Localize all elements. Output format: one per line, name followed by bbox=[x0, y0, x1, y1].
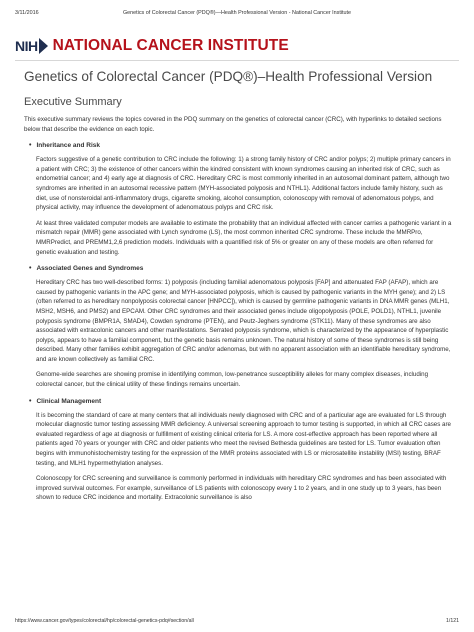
nih-logo bbox=[15, 38, 48, 55]
bullet-associated-genes bbox=[29, 265, 452, 272]
bullet-icon: • bbox=[29, 397, 32, 405]
print-header bbox=[15, 10, 459, 20]
page-title: Genetics of Colorectal Cancer (PDQ®)–Health Professional Version bbox=[24, 69, 433, 84]
section-paragraph: It is becoming the standard of care at many centers that all individuals newly diagnosed with CRC and of a particular age are evaluated for LS through molecular diagnostic tumor testing assessing MMR deficiency. A universal screening approach to tumor testing is supported, in which all CRC cases are evaluated regardless of age at diagnosis or fulfillment of existing clinical criteria for LS. A more cost-effective approach has been reported where all patients aged 70 years or younger with CRC and older patients who meet the revised Bethesda guidelines are tested for LS. Tumor evaluation often begins with immunohistochemistry testing for the expression of the MMR proteins associated with LS or microsatellite instability (MSI) testing, BRAF testing, and MLH1 hypermethylation analyses. bbox=[36, 411, 451, 467]
bullet-heading: Associated Genes and Syndromes bbox=[36, 265, 144, 273]
main-content bbox=[24, 68, 452, 503]
print-title: Genetics of Colorectal Cancer (PDQ®)—Health Professional Version - National Cancer Institute bbox=[122, 10, 352, 16]
page-number: 1/121 bbox=[446, 618, 459, 624]
bullet-heading: Inheritance and Risk bbox=[36, 142, 101, 150]
header-divider bbox=[15, 60, 459, 61]
section-associated-genes bbox=[36, 278, 452, 390]
section-paragraph: Factors suggestive of a genetic contribution to CRC include the following: 1) a strong family history of CRC and/or polyps; 2) multiple primary cancers in a patient with CRC; 3) the existence of other cancers within the kindred consistent with known syndromes causing an inherited risk of CRC, such as endometrial cancer; and 4) early age at diagnosis of CRC. Hereditary CRC is most commonly inherited in an autosomal dominant pattern, although two syndromes are inherited in an autosomal recessive pattern (MYH-associated polyposis and NTHL1). Additional factors include family history, such as diet, use of nonsteroidal anti-inflammatory drugs, cigarette smoking, alcohol consumption, colonoscopy with removal of adenomatous polyps, and physical activity, may influence the development of adenomatous polyps and CRC risk. bbox=[36, 156, 451, 212]
nih-logo-text: NIH bbox=[15, 38, 38, 54]
section-paragraph: Genome-wide searches are showing promise in identifying common, low-penetrance susceptibility alleles for many complex diseases, including colorectal cancer, but the clinical utility of these findings remains uncertain. bbox=[36, 371, 429, 389]
bullet-icon: • bbox=[29, 142, 32, 150]
bullet-inheritance-and-risk bbox=[29, 142, 452, 149]
page-url[interactable]: https://www.cancer.gov/types/colorectal/hp/colorectal-genetics-pdq#section/all bbox=[15, 618, 194, 624]
bullet-clinical-management bbox=[29, 398, 452, 405]
section-paragraph: At least three validated computer models are available to estimate the probability that an individual affected with cancer carries a pathogenic variant in a mismatch repair (MMR) gene associated with Lynch syndrome (LS), the most common inherited CRC syndrome. These include the MMRPro, MMRPredict, and PREMM1,2,6 prediction models. Individuals with a quantified risk of 5% or greater on any of these models are often referred for genetic evaluation and testing. bbox=[36, 219, 452, 256]
section-paragraph: Colonoscopy for CRC screening and surveillance is commonly performed in individuals with hereditary CRC syndromes and has been associated with improved survival outcomes. For example, surveillance of LS patients with colonoscopy every 1 to 2 years, and in one study up to 3 years, has been shown to reduce CRC incidence and mortality. Extracolonic surveillance is also bbox=[36, 475, 447, 502]
nci-logo[interactable] bbox=[15, 37, 289, 55]
print-date: 3/11/2016 bbox=[15, 10, 39, 16]
intro-paragraph: This executive summary reviews the topics covered in the PDQ summary on the genetics of colorectal cancer (CRC), with hyperlinks to detailed sections below that describe the evidence on each topic. bbox=[24, 116, 442, 133]
institute-name: NATIONAL CANCER INSTITUTE bbox=[52, 37, 289, 54]
section-title: Executive Summary bbox=[24, 96, 122, 108]
section-paragraph: Hereditary CRC has two well-described forms: 1) polyposis (including familial adenomatous polyposis [FAP] and attenuated FAP (AFAP), which are caused by pathogenic variants in the APC gene; and MYH-associated polyposis, which is caused by pathogenic variants in the MYH gene); and 2) LS (often referred to as hereditary nonpolyposis colorectal cancer [HNPCC]), which is caused by germline pathogenic variants in DNA MMR genes (MLH1, MSH2, MSH6, and PMS2) and EPCAM. Other CRC syndromes and their associated genes include oligopolyposis (POLE, POLD1), NTHL1, juvenile polyposis syndrome (BMPR1A, SMAD4), Cowden syndrome (PTEN), and Peutz-Jeghers syndrome (STK11). Many of these syndromes are also associated with extracolonic cancers and other manifestations. Serrated polyposis syndrome, which is characterized by the appearance of hyperplastic polyps, appears to have a familial component, but the genetic basis remains unknown. The natural history of some of these syndromes is still being described. Many other families exhibit aggregation of CRC and/or adenomas, but with no apparent association with an identifiable hereditary syndrome, and are known collectively as familial CRC. bbox=[36, 279, 451, 363]
bullet-icon: • bbox=[29, 265, 32, 273]
section-inheritance-and-risk bbox=[36, 155, 452, 257]
bullet-heading: Clinical Management bbox=[36, 397, 102, 405]
print-footer bbox=[15, 618, 459, 624]
nih-arrow-icon bbox=[39, 38, 48, 54]
section-clinical-management bbox=[36, 411, 452, 503]
